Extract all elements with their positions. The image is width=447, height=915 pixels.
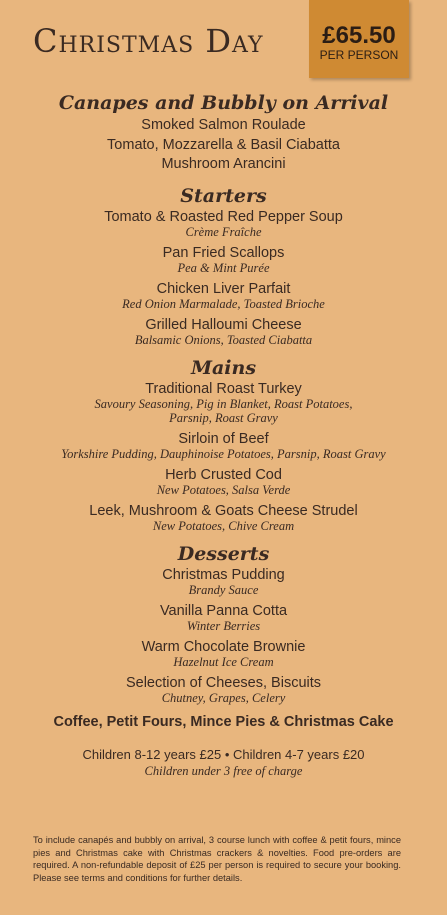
section-title: Starters: [180, 184, 267, 207]
children-pricing: Children 8-12 years £25 • Children 4-7 years £20: [82, 746, 365, 762]
section-title: Mains: [190, 356, 257, 379]
section-desserts: [0, 541, 447, 705]
dish: [0, 639, 447, 669]
dish: [0, 603, 447, 633]
dish: [0, 317, 447, 347]
menu-title: Christmas Day: [33, 22, 264, 60]
dish: [0, 381, 447, 425]
dish-description: Hazelnut Ice Cream: [173, 654, 274, 669]
dish-description: Balsamic Onions, Toasted Ciabatta: [134, 332, 313, 347]
section-canapes: [0, 90, 447, 175]
section-title: Canapes and Bubbly on Arrival: [58, 92, 389, 114]
dish-name: Chicken Liver Parfait: [156, 280, 291, 297]
dish-description: Yorkshire Pudding, Dauphinoise Potatoes, Parsnip, Roast Gravy: [61, 446, 386, 461]
dish-description: Red Onion Marmalade, Toasted Brioche: [122, 296, 325, 311]
terms-text: To include canapés and bubbly on arrival, 3 course lunch with coffee & petit fours, mince pies and Christmas cake with Christmas crackers & novelties. Food pre-orders are required. A non-refundable deposit of £25 per person is required to secure your booking. Please see terms and conditions for further details.: [33, 835, 401, 883]
dish-name: Herb Crusted Cod: [165, 466, 282, 483]
dish-name: Pan Fried Scallops: [162, 244, 285, 261]
children-free-note: Children under 3 free of charge: [144, 763, 303, 778]
section-title: Desserts: [177, 542, 270, 565]
extras-line: Coffee, Petit Fours, Mince Pies & Christmas Cake: [53, 713, 394, 730]
dish: [0, 209, 447, 239]
dish-name: Warm Chocolate Brownie: [141, 638, 306, 655]
dish: [0, 567, 447, 597]
dish-name: Tomato & Roasted Red Pepper Soup: [104, 208, 343, 225]
dish-name: Traditional Roast Turkey: [145, 380, 302, 397]
dish-description: Brandy Sauce: [188, 582, 259, 597]
section-mains: [0, 355, 447, 533]
dish-description: New Potatoes, Salsa Verde: [156, 482, 291, 497]
dish-name: Sirloin of Beef: [178, 430, 269, 447]
dish-name: Vanilla Panna Cotta: [159, 602, 288, 619]
price-amount: £65.50: [322, 22, 396, 49]
dish-name: Grilled Halloumi Cheese: [145, 316, 302, 333]
dish-description: Crème Fraîche: [185, 224, 262, 239]
dish-description: Savoury Seasoning, Pig in Blanket, Roast Potatoes,: [94, 396, 353, 411]
menu-item: Smoked Salmon Roulade: [141, 117, 306, 133]
menu-item: Tomato, Mozzarella & Basil Ciabatta: [107, 136, 340, 153]
price-tag: [309, 0, 409, 78]
dish-name: Leek, Mushroom & Goats Cheese Strudel: [89, 502, 358, 519]
dish-name: Christmas Pudding: [162, 566, 285, 583]
price-per-person: PER PERSON: [319, 48, 399, 62]
dish: [0, 245, 447, 275]
dish: [0, 281, 447, 311]
section-starters: [0, 183, 447, 347]
dish-name: Selection of Cheeses, Biscuits: [125, 674, 322, 691]
dish: [0, 467, 447, 497]
dish-description: Pea & Mint Purée: [177, 260, 270, 275]
dish-description: Parsnip, Roast Gravy: [169, 410, 278, 425]
dish: [0, 431, 447, 461]
dish: [0, 503, 447, 533]
dish-description: Winter Berries: [186, 618, 261, 633]
dish: [0, 675, 447, 705]
menu-body: [0, 82, 447, 780]
dish-description: New Potatoes, Chive Cream: [152, 518, 295, 533]
dish-description: Chutney, Grapes, Celery: [161, 690, 286, 705]
menu-item: Mushroom Arancini: [161, 156, 286, 172]
